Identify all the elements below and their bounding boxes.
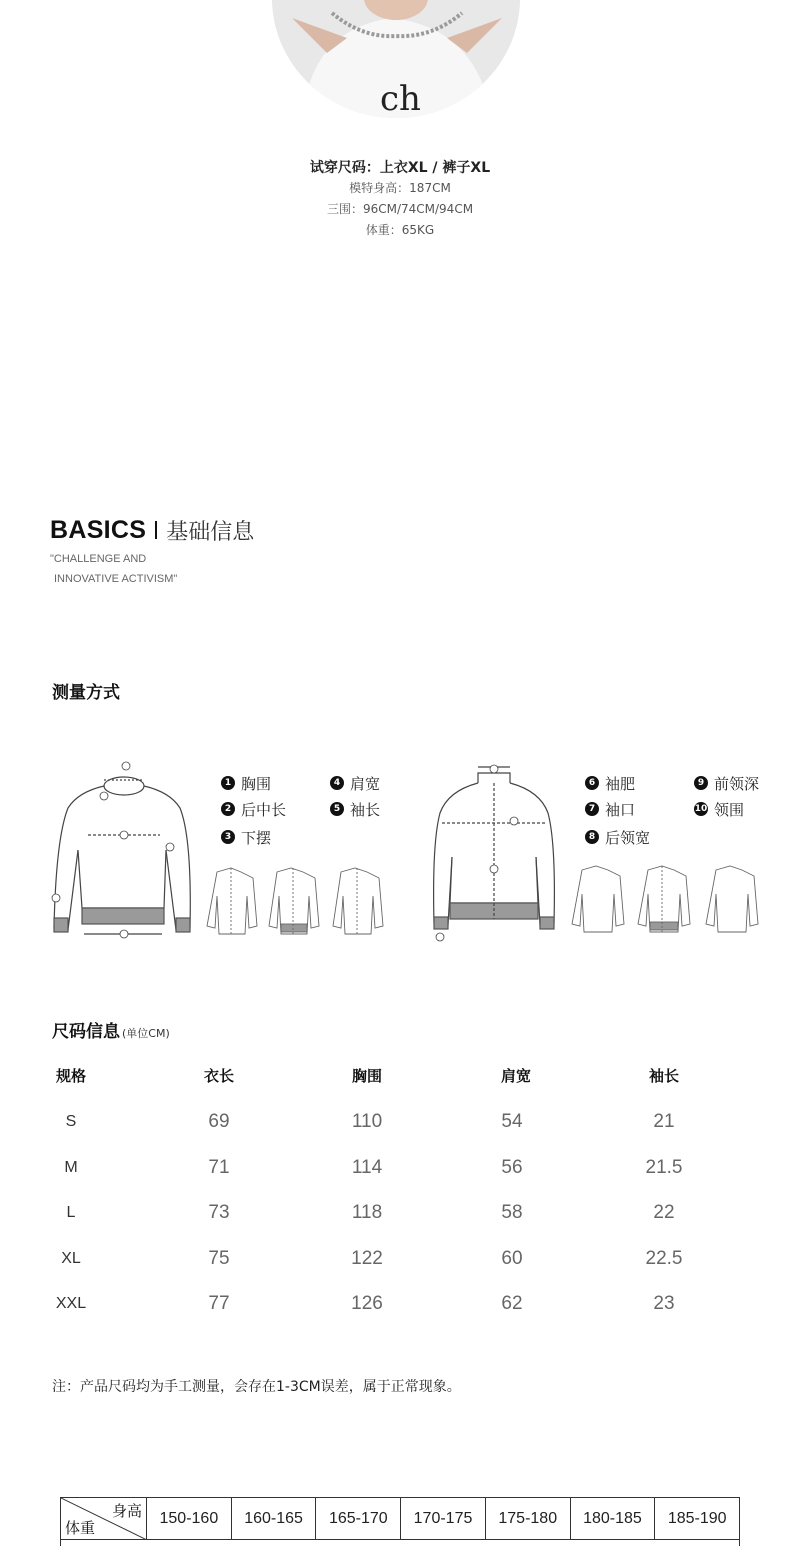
legend-item-back-length [221,799,286,819]
table-corner [61,1498,147,1540]
legend-label: 袖长 [350,800,381,819]
basics-header [50,513,254,589]
legend-label: 后领宽 [605,828,651,847]
model-height: 模特身高：187CM [349,181,451,195]
model-info [0,158,800,241]
basics-title-cn: 基础信息 [166,519,255,545]
cell-length: 75 [208,1248,230,1269]
cell-shoulder: 60 [501,1248,523,1269]
legend-number: 5 [330,802,344,816]
height-range-cell: 170-175 [401,1498,486,1539]
measure-title: 测量方式 [52,683,120,703]
cell-shoulder: 62 [501,1293,523,1314]
jacket-diagram [428,763,560,945]
table-row [0,1153,800,1183]
legend-label: 胸围 [241,774,272,793]
height-range-cell: 150-160 [147,1498,232,1539]
model-weight: 体重：65KG [365,223,435,237]
height-range-cell: 175-180 [486,1498,571,1539]
size-table-header [0,1061,800,1091]
size-info-unit: (单位CM) [122,1027,170,1040]
height-row [61,1498,739,1540]
legend-item-chest [221,773,271,793]
sweatshirt-outline [48,758,196,940]
height-range-cell: 185-190 [667,1510,727,1527]
legend-number: 9 [694,776,708,790]
slogan-line-1: "CHALLENGE AND [50,553,147,565]
height-weight-table [60,1497,740,1546]
cell-length: 73 [208,1202,230,1223]
small-garment-diagrams-1 [205,866,393,940]
legend-item-sleeve-length [330,799,380,819]
small-garment-diagrams-2 [566,862,766,936]
cell-chest: 118 [351,1202,383,1223]
model-measurements: 三围：96CM/74CM/94CM [326,202,474,216]
legend-label: 袖口 [605,800,636,819]
legend-number: 1 [221,776,235,790]
fit-size: 试穿尺码：上衣XL / 裤子XL [309,160,491,176]
cell-chest: 126 [351,1293,383,1314]
table-row [0,1198,800,1228]
height-range-cell: 160-165 [232,1498,317,1539]
model-photo-illustration [272,0,520,118]
header-length: 衣长 [203,1067,234,1085]
legend-item-collar [694,799,744,819]
legend-number: 8 [585,830,599,844]
cell-size: XL [61,1250,81,1267]
legend-item-back-neck-width [585,827,650,847]
legend-number: 7 [585,802,599,816]
cell-sleeve: 22 [653,1202,675,1223]
header-chest: 胸围 [351,1067,382,1085]
table-row [0,1244,800,1274]
legend-label: 领围 [714,800,745,819]
corner-weight-label: 体重 [65,1519,96,1537]
legend-number: 2 [221,802,235,816]
svg-text:ch: ch [380,79,421,118]
size-info-title [52,1017,170,1042]
cell-sleeve: 23 [653,1293,675,1314]
cell-chest: 114 [351,1157,383,1178]
jacket-outline [428,763,560,945]
cell-length: 77 [208,1293,230,1314]
sweatshirt-diagram [48,758,196,940]
slogan [50,549,254,589]
cell-size: XXL [55,1295,87,1312]
legend-item-sleeve-width [585,773,635,793]
cell-length: 69 [208,1111,230,1132]
small-garment-outlines-2 [566,862,766,936]
cell-sleeve: 21 [653,1111,675,1132]
cell-size: L [66,1204,76,1221]
cell-shoulder: 58 [501,1202,523,1223]
legend-number: 4 [330,776,344,790]
header-size: 规格 [55,1067,86,1085]
header-sleeve: 袖长 [648,1067,679,1085]
basics-divider [155,521,157,539]
table-row [0,1107,800,1137]
table-row [0,1289,800,1319]
slogan-line-2: INNOVATIVE ACTIVISM" [54,573,178,585]
size-info-heading: 尺码信息 [52,1022,120,1042]
cell-sleeve: 22.5 [645,1248,683,1269]
cell-length: 71 [208,1157,230,1178]
cell-chest: 110 [351,1111,383,1132]
cell-size: M [64,1159,78,1176]
legend-label: 袖肥 [605,774,636,793]
cell-shoulder: 54 [501,1111,523,1132]
cell-sleeve: 21.5 [645,1157,683,1178]
height-range-cell: 165-170 [316,1498,401,1539]
header-shoulder: 肩宽 [500,1067,531,1085]
legend-number: 6 [585,776,599,790]
cell-size: S [65,1113,77,1130]
legend-number: 3 [221,830,235,844]
legend-number: 10 [694,804,708,814]
legend-label: 下摆 [241,828,272,847]
legend-label: 后中长 [241,800,287,819]
legend-item-cuff [585,799,635,819]
legend-item-shoulder [330,773,380,793]
height-range-cell: 180-185 [571,1498,656,1539]
small-garment-outlines-1 [205,866,393,940]
model-photo [272,0,520,118]
cell-chest: 122 [351,1248,383,1269]
basics-title-en: BASICS [50,515,147,544]
legend-label: 肩宽 [350,774,381,793]
legend-label: 前领深 [714,774,760,793]
cell-shoulder: 56 [501,1157,523,1178]
measurement-note: 注：产品尺码均为手工测量，会存在1-3CM误差，属于正常现象。 [52,1379,461,1395]
legend-item-hem [221,827,271,847]
legend-item-front-neck-depth [694,773,759,793]
corner-height-label: 身高 [111,1502,142,1520]
